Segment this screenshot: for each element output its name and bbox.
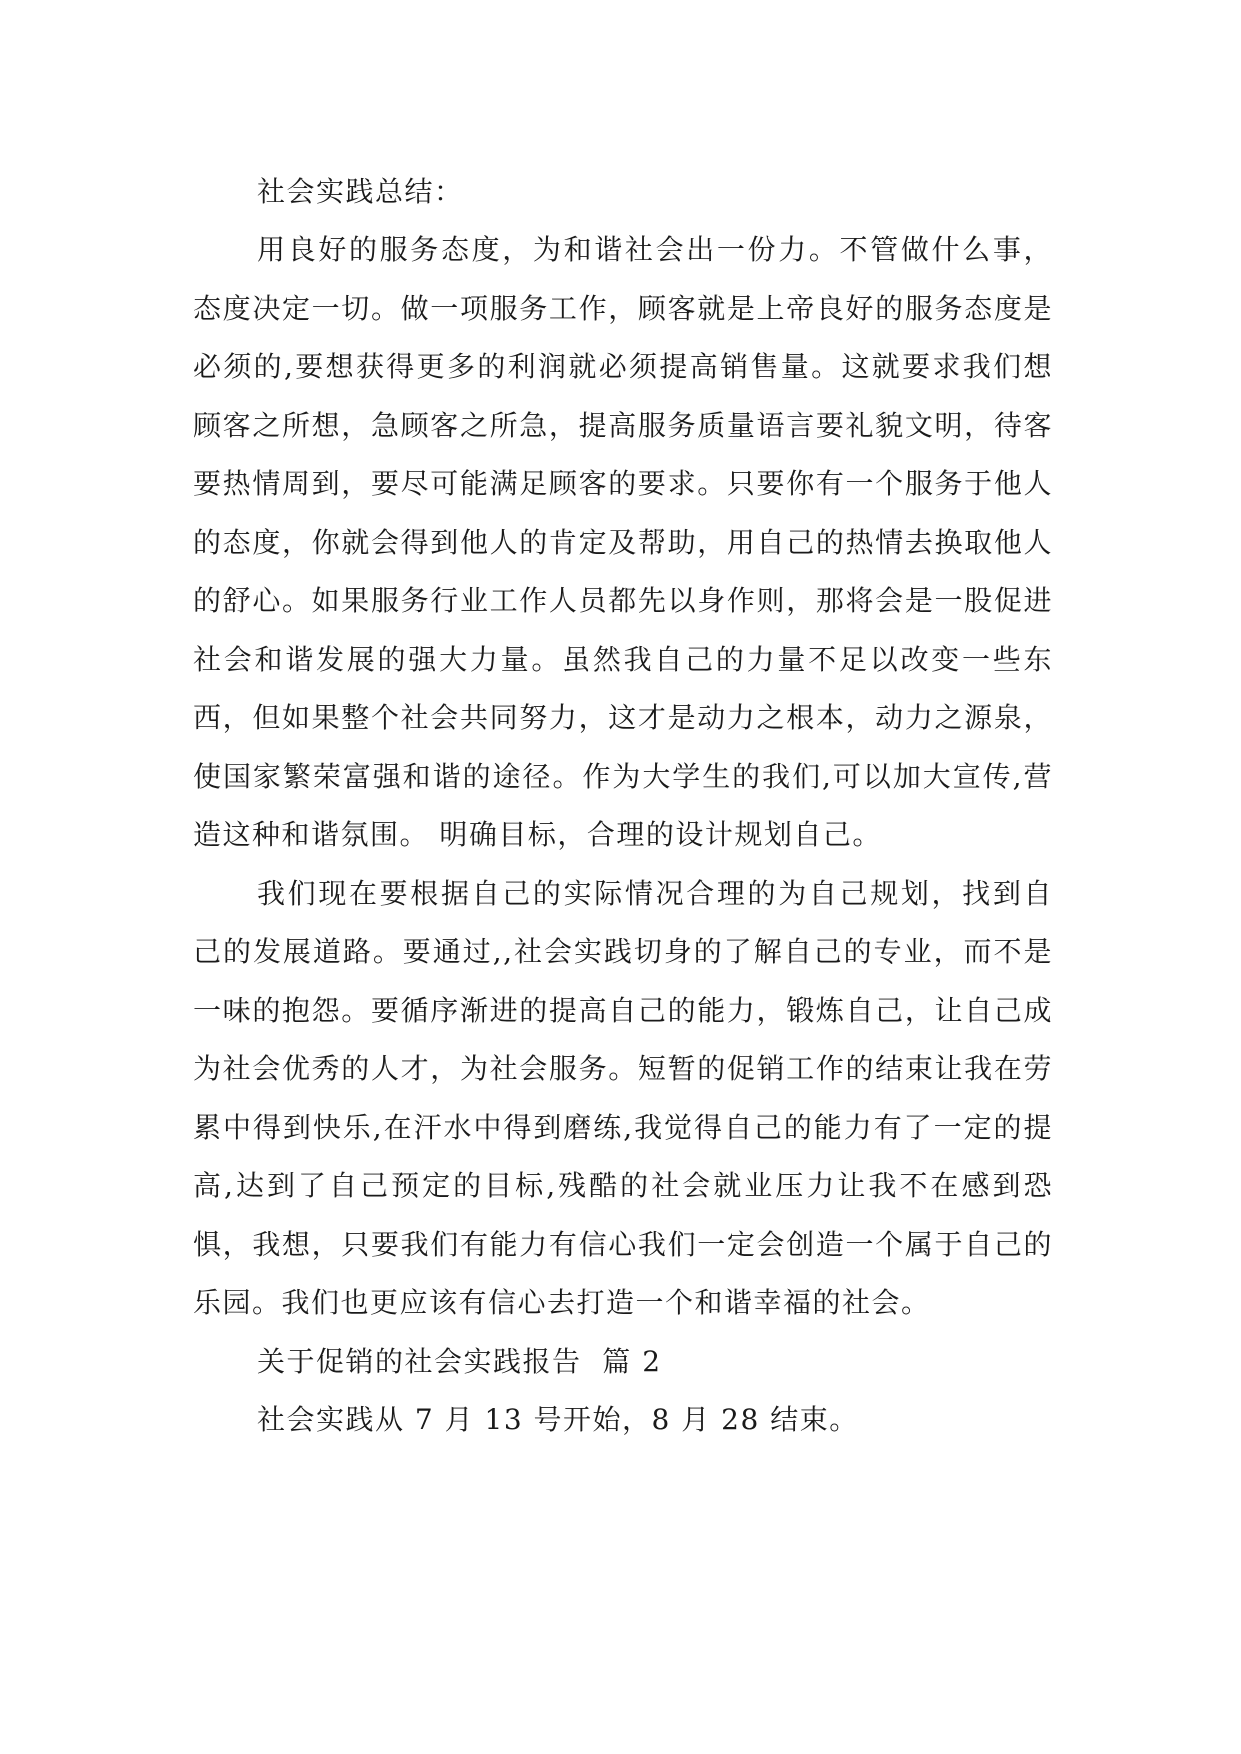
- summary-heading: 社会实践总结：: [257, 175, 464, 208]
- paragraph-self-planning: 我们现在要根据自己的实际情况合理的为自己规划，找到自己的发展道路。要通过,,社会实践切身的了解自己的专业，而不是一味的抱怨。要循序渐进的提高自己的能力，锻炼自己，让自己成为社会优秀的人才，为社会服务。短暂的促销工作的结束让我在劳累中得到快乐,在汗水中得到磨练,我觉得自己的能力有了一定的提高,达到了自己预定的目标,残酷的社会就业压力让我不在感到恐惧，我想，只要我们有能力有信心我们一定会创造一个属于自己的乐园。我们也更应该有信心去打造一个和谐幸福的社会。: [193, 876, 1053, 1319]
- section-title: 关于促销的社会实践报告 篇 2: [257, 1344, 662, 1378]
- paragraph-practice-dates: 社会实践从 7 月 13 号开始，8 月 28 结束。: [257, 1402, 859, 1436]
- paragraph-service-attitude: 用良好的服务态度，为和谐社会出一份力。不管做什么事，态度决定一切。做一项服务工作，顾客就是上帝良好的服务态度是必须的,要想获得更多的利润就必须提高销售量。这就要求我们想顾客之所想，急顾客之所急，提高服务质量语言要礼貌文明，待客要热情周到，要尽可能满足顾客的要求。只要你有一个服务于他人的态度，你就会得到他人的肯定及帮助，用自己的热情去换取他人的舒心。如果服务行业工作人员都先以身作则，那将会是一股促进社会和谐发展的强大力量。虽然我自己的力量不足以改变一些东西，但如果整个社会共同努力，这才是动力之根本，动力之源泉，使国家繁荣富强和谐的途径。作为大学生的我们,可以加大宣传,营造这种和谐氛围。 明确目标，合理的设计规划自己。: [193, 233, 1053, 851]
- document-body: [193, 163, 1053, 1449]
